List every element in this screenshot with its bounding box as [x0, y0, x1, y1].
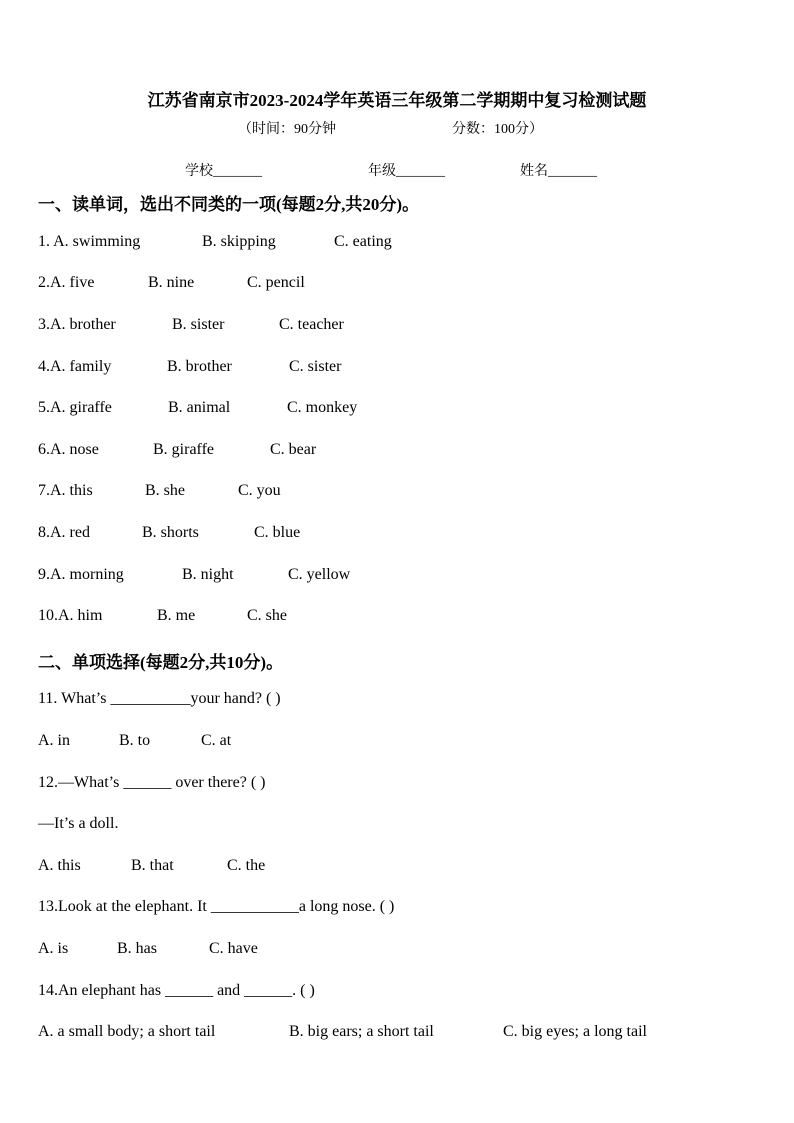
question-number: 10. [38, 607, 58, 624]
q3-option-c: C. teacher [279, 316, 344, 333]
q3-option-b: B. sister [172, 316, 225, 333]
q1-option-a [38, 233, 140, 251]
question-number: 6. [38, 441, 50, 458]
name-field: 姓名_______ [520, 164, 597, 179]
question-number: 9. [38, 566, 50, 583]
section-2-heading: 二、单项选择(每题2分,共10分)。 [38, 653, 284, 672]
q12-option-b: B. that [131, 857, 174, 874]
option-a-text: A. giraffe [50, 399, 112, 416]
option-a-text: A. brother [50, 316, 116, 333]
q7-option-c: C. you [238, 482, 281, 499]
q9-option-a [38, 566, 124, 584]
question-number: 2. [38, 274, 50, 291]
q14-option-b: B. big ears; a short tail [289, 1023, 434, 1040]
q3-option-a [38, 316, 116, 334]
q14-stem: 14.An elephant has ______ and ______. ( ) [38, 982, 315, 999]
q6-option-a [38, 441, 99, 459]
option-a-text: A. nose [50, 441, 99, 458]
question-number: 4. [38, 358, 50, 375]
question-number: 1. [38, 233, 54, 250]
q1-option-b: B. skipping [202, 233, 276, 250]
exam-score: 分数：100分） [452, 122, 543, 137]
q9-option-b: B. night [182, 566, 234, 583]
q5-option-c: C. monkey [287, 399, 358, 416]
q10-option-b: B. me [157, 607, 196, 624]
q11-option-b: B. to [119, 732, 151, 749]
q9-option-c: C. yellow [288, 566, 351, 583]
q8-option-a [38, 524, 90, 542]
q13-option-b: B. has [117, 940, 157, 957]
q13-option-a: A. is [38, 940, 69, 957]
q10-option-a [38, 607, 102, 625]
section-1-heading: 一、读单词，选出不同类的一项(每题2分,共20分)。 [38, 195, 420, 214]
school-field: 学校_______ [185, 164, 262, 179]
q5-option-a [38, 399, 112, 417]
option-a-text: A. him [58, 607, 103, 624]
grade-field: 年级_______ [368, 164, 445, 179]
q4-option-a [38, 358, 111, 376]
q12-option-a: A. this [38, 857, 81, 874]
q10-option-c: C. she [247, 607, 287, 624]
q2-option-a [38, 274, 94, 292]
q8-option-b: B. shorts [142, 524, 199, 541]
q4-option-b: B. brother [167, 358, 232, 375]
option-a-text: A. family [50, 358, 112, 375]
question-number: 7. [38, 482, 50, 499]
q4-option-c: C. sister [289, 358, 342, 375]
q13-stem: 13.Look at the elephant. It ___________a long nose. ( ) [38, 898, 395, 915]
q13-option-c: C. have [209, 940, 258, 957]
exam-time: （时间：90分钟 [238, 122, 336, 137]
option-a-text: A. five [50, 274, 95, 291]
q11-stem: 11. What’s __________your hand? ( ) [38, 690, 281, 707]
option-a-text: A. morning [50, 566, 124, 583]
q7-option-b: B. she [145, 482, 185, 499]
option-a-text: A. this [50, 482, 93, 499]
q8-option-c: C. blue [254, 524, 301, 541]
question-number: 8. [38, 524, 50, 541]
q12-answer-line: —It’s a doll. [38, 815, 119, 832]
q2-option-c: C. pencil [247, 274, 305, 291]
q6-option-c: C. bear [270, 441, 317, 458]
q14-option-a: A. a small body; a short tail [38, 1023, 216, 1040]
q7-option-a [38, 482, 93, 500]
option-a-text: A. swimming [53, 233, 141, 250]
page-title: 江苏省南京市2023-2024学年英语三年级第二学期期中复习检测试题 [147, 91, 647, 110]
q6-option-b: B. giraffe [153, 441, 215, 458]
option-a-text: A. red [50, 524, 90, 541]
q12-stem: 12.—What’s ______ over there? ( ) [38, 774, 266, 791]
q2-option-b: B. nine [148, 274, 195, 291]
q12-option-c: C. the [227, 857, 266, 874]
q5-option-b: B. animal [168, 399, 231, 416]
question-number: 3. [38, 316, 50, 333]
q1-option-c: C. eating [334, 233, 392, 250]
q11-option-a: A. in [38, 732, 70, 749]
q11-option-c: C. at [201, 732, 232, 749]
question-number: 5. [38, 399, 50, 416]
q14-option-c: C. big eyes; a long tail [503, 1023, 647, 1040]
